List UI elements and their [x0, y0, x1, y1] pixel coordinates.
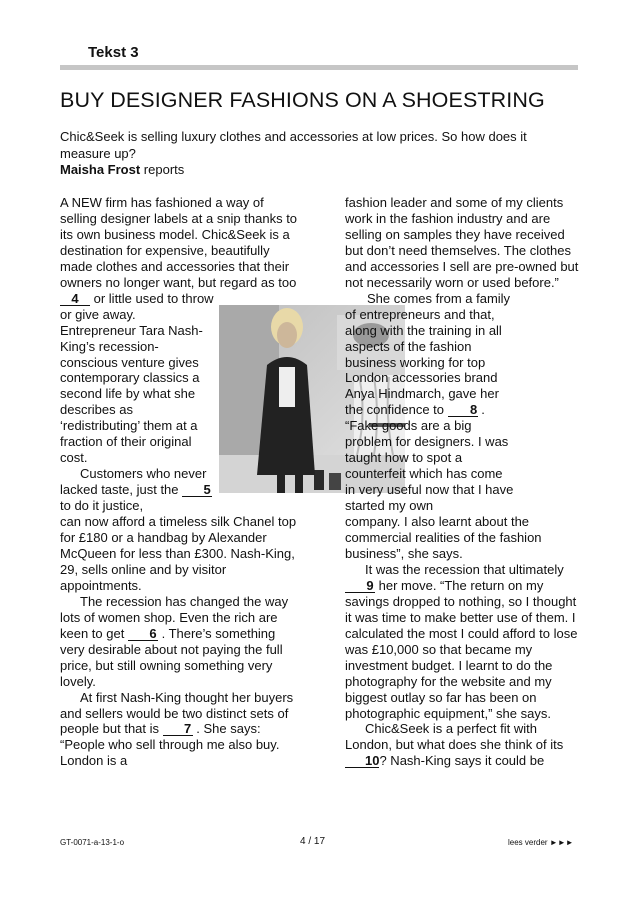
- byline-suffix: reports: [140, 162, 185, 177]
- header-rule: [60, 65, 578, 70]
- paragraph: company. I also learnt about the commercial realities of the fashion business”, she says.: [345, 514, 542, 561]
- exam-code: GT-0071-a-13-1-o: [60, 838, 125, 847]
- paragraph: [345, 721, 585, 769]
- gap-6: 6: [128, 627, 158, 641]
- paragraph-text: . There’s something very desirable about not paying the full price, but still owning something very lovely.: [60, 625, 283, 689]
- page-number: 4 / 17: [300, 836, 326, 847]
- standfirst: [60, 129, 580, 179]
- paragraph-text: Chic&Seek is a perfect fit with London, but what does she think of its: [345, 721, 564, 753]
- gap-10: 10: [345, 754, 379, 768]
- right-column: [345, 195, 585, 769]
- continue-note: lees verder ►►►: [508, 838, 574, 847]
- paragraph-text: The recession has changed the way lots of women shop. Even the rich are keen to get: [60, 593, 289, 641]
- paragraph: [345, 291, 515, 514]
- section-label: Tekst 3: [88, 44, 139, 61]
- gap-5: 5: [182, 483, 212, 497]
- paragraph: A NEW firm has fashioned a way of selling designer labels at a snip thanks to its own business model. Chic&Seek is a destination for expensive, beautifully made clothes and accessories that their owners no longer want, but regard as too: [60, 195, 298, 290]
- gap-7: 7: [163, 722, 193, 736]
- paragraph-text: At first Nash-King thought her buyers and sellers would be two distinct sets of people but that is: [60, 689, 294, 737]
- paragraph-text: her move. “The return on my savings dropped to nothing, so I thought it was time to make better use of them. I calculated the most I could afford to lose was £10,000 so that became my investment budget. I learnt to do the photography for the website and my biggest outlay so far has been on photographic equipment,” she says.: [345, 577, 578, 721]
- gap-9: 9: [345, 579, 375, 593]
- paragraph-text: ? Nash-King says it could be: [379, 753, 545, 769]
- paragraph: [60, 291, 215, 466]
- paragraph: [60, 690, 300, 770]
- paragraph-text: or little used to throw or give away. Entrepreneur Tara Nash-King’s recession-conscious venture gives contemporary classics a second life by what she describes as ‘redistributing’ them at a fraction of their original cost.: [60, 290, 214, 466]
- paragraph: [60, 466, 215, 514]
- gap-4: 4: [60, 292, 90, 306]
- paragraph: fashion leader and some of my clients work in the fashion industry and are selling on samples they have received but don’t need themselves. The clothes and accessories I sell are pre-owned but not necessarily worn or used before.”: [345, 195, 579, 290]
- paragraph-text: It was the recession that ultimately: [365, 561, 564, 577]
- paragraph: [345, 562, 585, 722]
- paragraph-text: She comes from a family of entrepreneurs and that, along with the training in all aspects of the fashion business working for top London accessories brand Anya Hindmarch, gave her the confidence to: [345, 290, 511, 418]
- standfirst-text: Chic&Seek is selling luxury clothes and accessories at low prices. So how does it measure up?: [60, 129, 527, 161]
- paragraph-text: Customers who never lacked taste, just the: [60, 466, 207, 498]
- paragraph: can now afford a timeless silk Chanel top for £180 or a handbag by Alexander McQueen for less than £300. Nash-King, 29, sells online and by visitor appointments.: [60, 514, 297, 593]
- paragraph-text: to do it justice,: [60, 498, 144, 514]
- paragraph: [60, 594, 300, 690]
- byline-name: Maisha Frost: [60, 162, 141, 177]
- article-headline: BUY DESIGNER FASHIONS ON A SHOESTRING: [60, 88, 545, 112]
- paragraph-text: . “Fake goods are a big problem for designers. I was taught how to spot a counterfeit which has come in very useful now that I have started my own: [345, 402, 514, 514]
- paragraph-text: . She says: “People who sell through me also buy. London is a: [60, 721, 280, 769]
- byline: [60, 162, 580, 179]
- gap-8: 8: [448, 403, 478, 417]
